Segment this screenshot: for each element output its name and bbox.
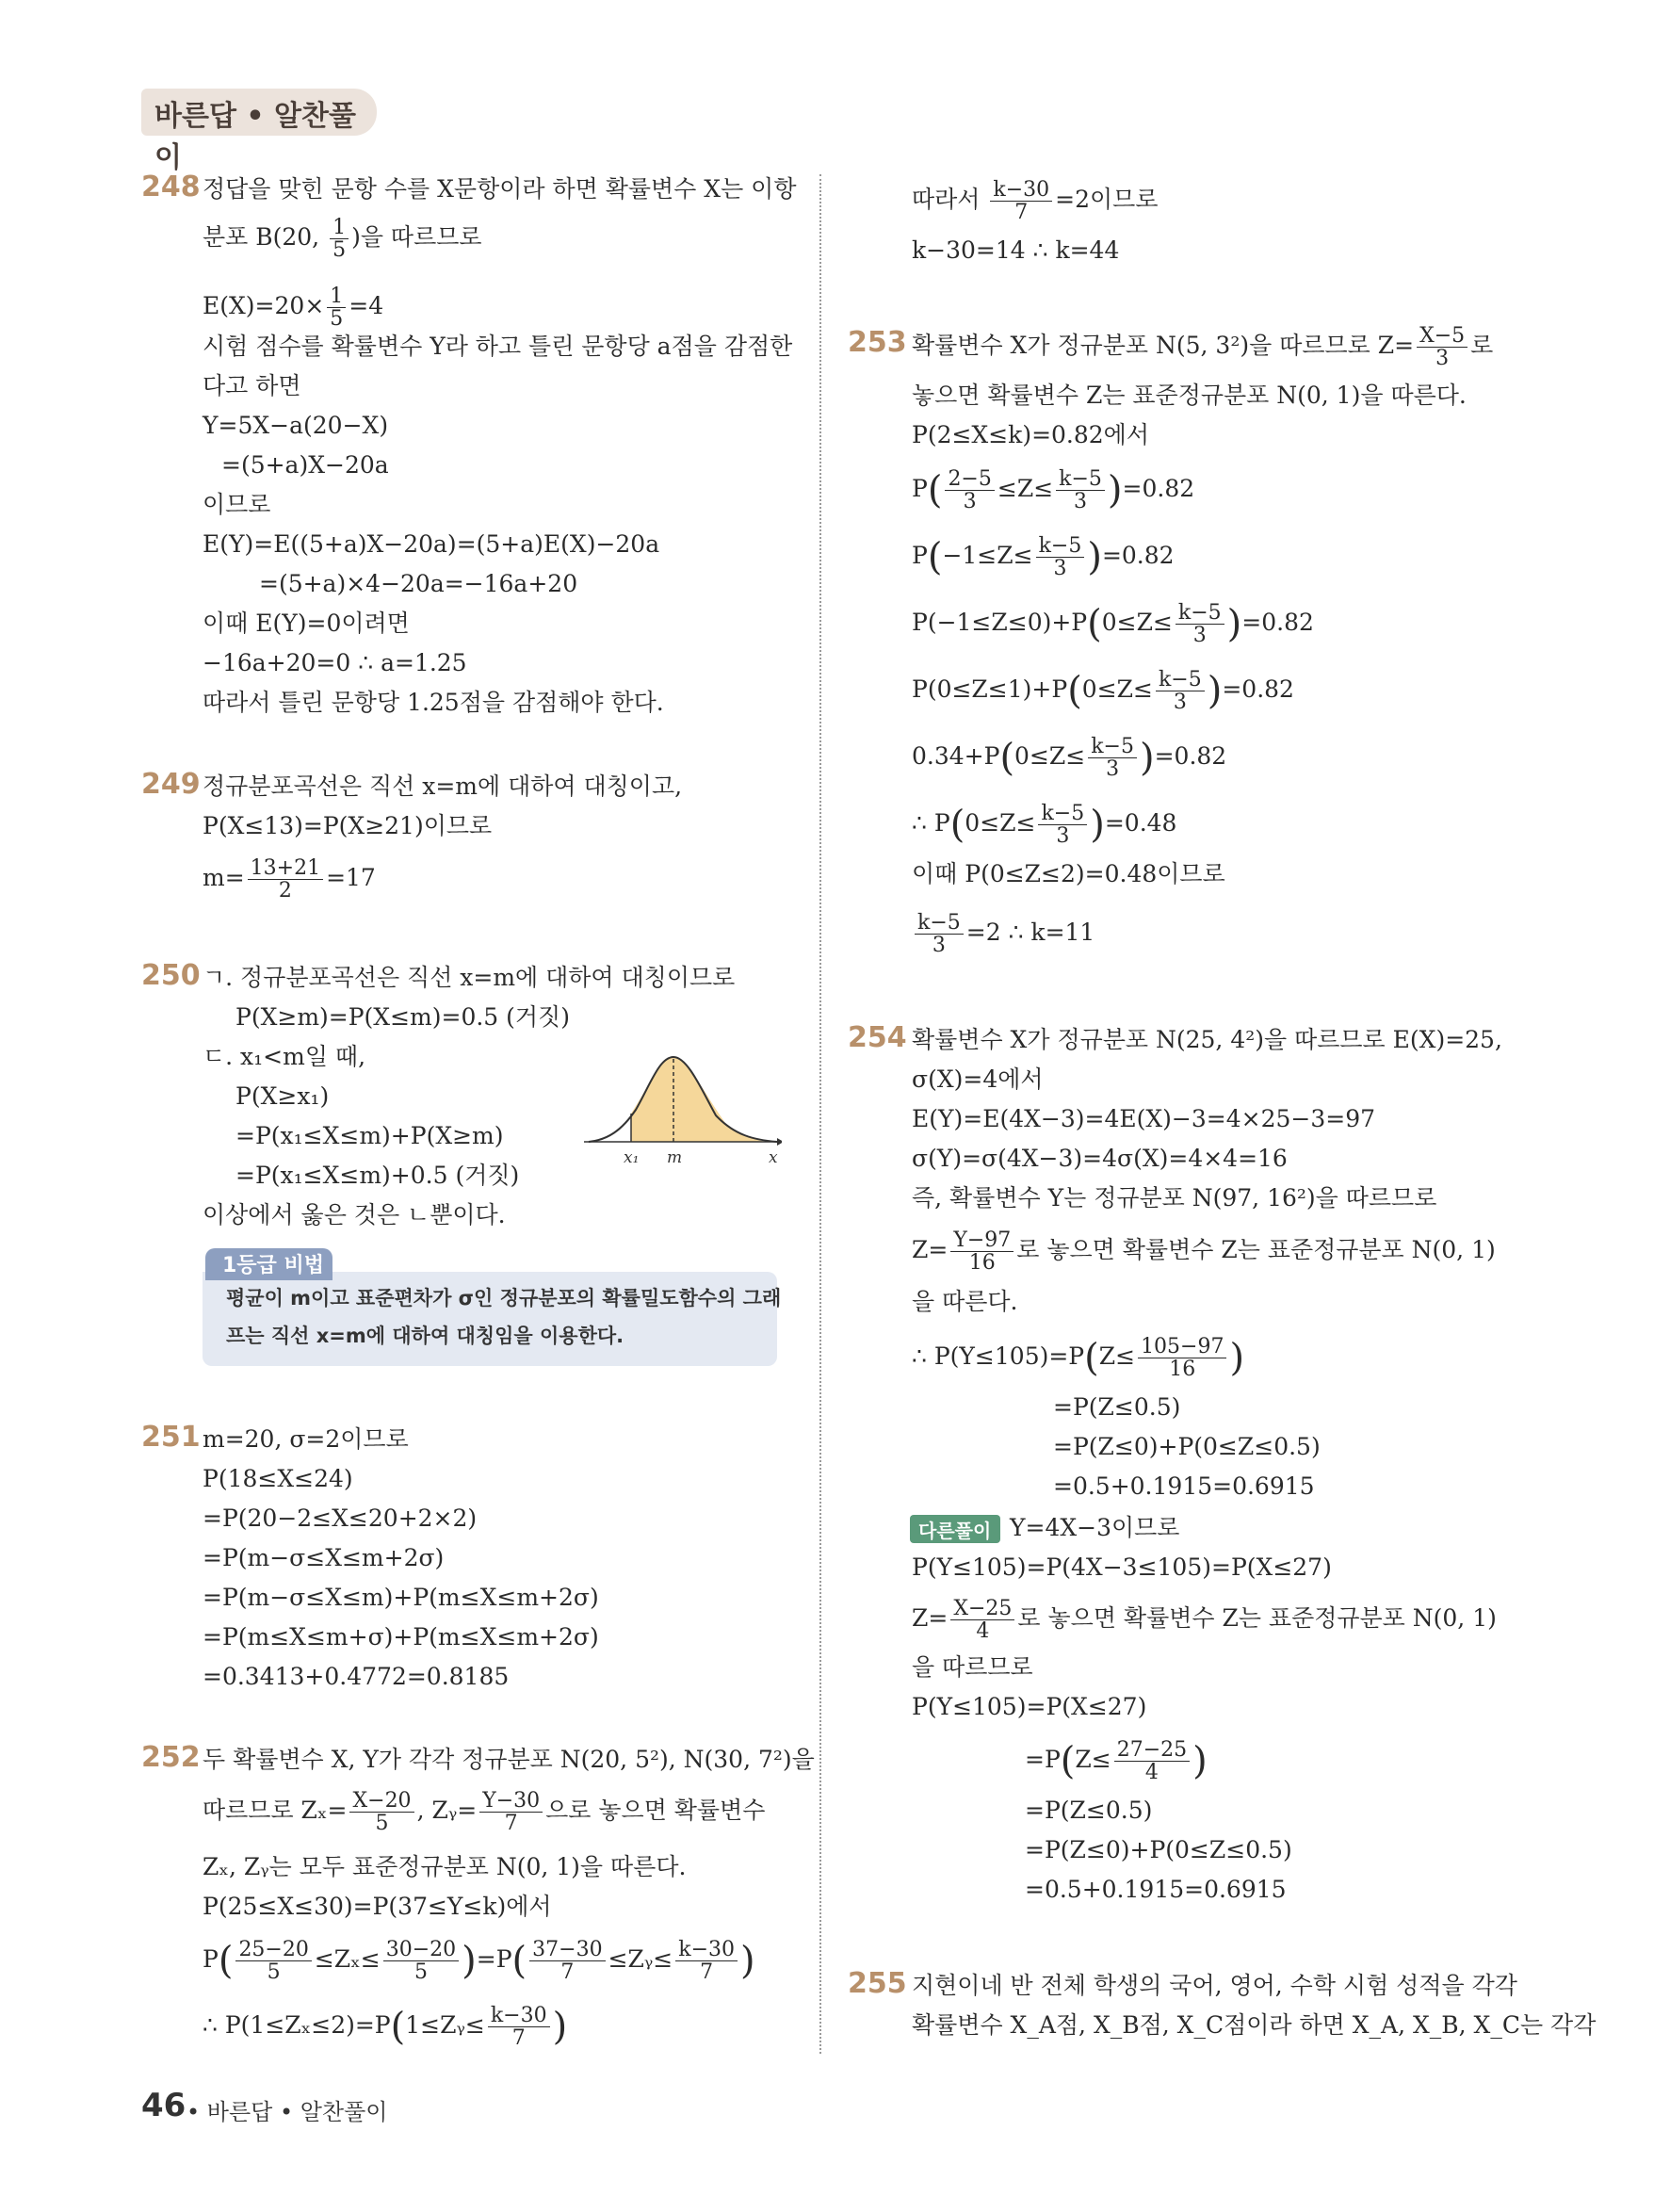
p249-line: P(X≤13)=P(X≥21)이므로 <box>203 812 493 839</box>
problem-number-252: 252 <box>141 1741 201 1774</box>
problem-number-251: 251 <box>141 1421 201 1454</box>
p254-alt-line: =0.5+0.1915=0.6915 <box>1025 1876 1287 1903</box>
p253-line: 확률변수 X가 정규분포 N(5, 3²)을 따르므로 Z= $\frac{X-5}{3}$ 로 <box>912 324 1494 371</box>
p251-line: P(18≤X≤24) <box>203 1465 353 1492</box>
p254-alt-line: =P(Z≤0.5) <box>1025 1797 1153 1824</box>
tip-line: 프는 직선 x=m에 대하여 대칭임을 이용한다. <box>226 1325 624 1347</box>
p252-line: Zₓ, Zᵧ는 모두 표준정규분포 N(0, 1)을 따른다. <box>203 1853 687 1880</box>
p248-line: −16a+20=0 ∴ a=1.25 <box>203 649 467 676</box>
p253-line: 0.34+P(0≤Z≤ $\frac{k-5}{3}$ )=0.82 <box>912 735 1227 782</box>
tip-tab-label: 1등급 비법 <box>222 1254 324 1277</box>
alt-solution-badge-label: 다른풀이 <box>918 1520 992 1542</box>
p254-line: E(Y)=E(4X−3)=4E(X)−3=4×25−3=97 <box>912 1105 1376 1132</box>
p252-line: 두 확률변수 X, Y가 각각 정규분포 N(20, 5²), N(30, 7²)을 <box>203 1746 815 1773</box>
p248-line: E(X)=20× $\frac{1}{5}$ =4 <box>203 285 384 332</box>
graph-label-x1: x₁ <box>624 1148 640 1167</box>
p251-line: =P(m−σ≤X≤m+2σ) <box>203 1544 445 1571</box>
p254-line: Z= $\frac{Y-97}{16}$ 로 놓으면 확률변수 Z는 표준정규분포 N(0, 1) <box>912 1228 1496 1276</box>
p254-line: ∴ P(Y≤105)=P(Z≤ $\frac{105-97}{16}$ ) <box>912 1335 1245 1382</box>
tip-tab <box>205 1248 332 1280</box>
p254-line: σ(X)=4에서 <box>912 1065 1044 1093</box>
p254-alt-line: Z= $\frac{X-25}{4}$ 로 놓으면 확률변수 Z는 표준정규분포 N(0, 1) <box>912 1597 1497 1644</box>
p248-line: Y=5X−a(20−X) <box>203 412 389 439</box>
p250-line: P(X≥m)=P(X≤m)=0.5 (거짓) <box>235 1003 570 1031</box>
p250-line: ㄷ. x₁<m일 때, <box>203 1043 366 1070</box>
p253-line: P(2≤X≤k)=0.82에서 <box>912 421 1149 448</box>
graph-label-x: x <box>769 1148 778 1167</box>
p254-line: =P(Z≤0.5) <box>1053 1393 1181 1421</box>
p253-line: P(−1≤Z≤ $\frac{k-5}{3}$ )=0.82 <box>912 534 1175 581</box>
p254-alt-line: =P(Z≤ $\frac{27-25}{4}$ ) <box>1025 1738 1208 1785</box>
p254-alt-line: P(Y≤105)=P(4X−3≤105)=P(X≤27) <box>912 1553 1332 1581</box>
p252-line: P(25≤X≤30)=P(37≤Y≤k)에서 <box>203 1893 552 1920</box>
p254-line: =0.5+0.1915=0.6915 <box>1053 1472 1315 1500</box>
p253-line: $\frac{k-5}{3}$ =2 ∴ k=11 <box>912 912 1095 956</box>
tip-line: 평균이 m이고 표준편차가 σ인 정규분포의 확률밀도함수의 그래 <box>226 1287 782 1309</box>
p253-line: P( $\frac{2-5}{3}$ ≤Z≤ $\frac{k-5}{3}$ )=0.82 <box>912 467 1195 514</box>
p251-line: =P(m−σ≤X≤m)+P(m≤X≤m+2σ) <box>203 1584 599 1611</box>
p250-line: =P(x₁≤X≤m)+0.5 (거짓) <box>235 1162 520 1189</box>
problem-number-253: 253 <box>848 326 907 359</box>
page-header <box>141 89 377 174</box>
p248-line: 다고 하면 <box>203 372 301 399</box>
column-divider <box>819 174 821 2054</box>
p250-line: P(X≥x₁) <box>235 1082 330 1110</box>
p252-cont-line: 따라서 $\frac{k-30}{7}$ =2이므로 <box>912 178 1159 225</box>
p254-alt-line: Y=4X−3이므로 <box>1010 1514 1180 1541</box>
p248-line: 이므로 <box>203 491 271 518</box>
p249-line: m= $\frac{13+21}{2}$ =17 <box>203 856 376 903</box>
p254-line: σ(Y)=σ(4X−3)=4σ(X)=4×4=16 <box>912 1145 1288 1172</box>
p254-alt-line: 을 따르므로 <box>912 1653 1033 1681</box>
p252-line: ∴ P(1≤Zₓ≤2)=P(1≤Zᵧ≤ $\frac{k-30}{7}$ ) <box>203 2004 568 2051</box>
p253-line: ∴ P(0≤Z≤ $\frac{k-5}{3}$ )=0.48 <box>912 802 1177 849</box>
p251-line: =P(20−2≤X≤20+2×2) <box>203 1504 478 1532</box>
graph-label-m: m <box>667 1148 683 1167</box>
x-axis-arrow <box>777 1138 782 1146</box>
p252-line: P( $\frac{25-20}{5}$ ≤Zₓ≤ $\frac{30-20}{5}$ )=P( $\frac{37-30}{7}$ ≤Zᵧ≤ $\frac{k-30}{7}$ ) <box>203 1938 755 1985</box>
p250-line: ㄱ. 정규분포곡선은 직선 x=m에 대하여 대칭이므로 <box>203 964 736 991</box>
p248-line: 따라서 틀린 문항당 1.25점을 감점해야 한다. <box>203 689 664 716</box>
shaded-region <box>631 1057 768 1142</box>
p252-cont-line: k−30=14 ∴ k=44 <box>912 236 1120 264</box>
problem-number-249: 249 <box>141 768 201 801</box>
p255-line: 확률변수 X_A점, X_B점, X_C점이라 하면 X_A, X_B, X_C는 각각 <box>912 2011 1597 2039</box>
p252-line: 따르므로 Zₓ= $\frac{X-20}{5}$ , Zᵧ= $\frac{Y-30}{7}$ 으로 놓으면 확률변수 <box>203 1789 766 1836</box>
problem-number-248: 248 <box>141 171 201 203</box>
page-number: 46 <box>141 2087 186 2124</box>
p250-line: =P(x₁≤X≤m)+P(X≥m) <box>235 1122 504 1149</box>
p254-line: =P(Z≤0)+P(0≤Z≤0.5) <box>1053 1433 1321 1460</box>
p248-line: =(5+a)×4−20a=−16a+20 <box>259 570 578 597</box>
problem-number-250: 250 <box>141 959 201 992</box>
p254-line: 확률변수 X가 정규분포 N(25, 4²)을 따르므로 E(X)=25, <box>912 1026 1502 1053</box>
p248-line: 정답을 맞힌 문항 수를 X문항이라 하면 확률변수 X는 이항 <box>203 175 797 203</box>
footer-title: • 바른답 • 알찬풀이 <box>186 2099 388 2125</box>
alt-solution-badge <box>910 1515 1000 1543</box>
p250-line: 이상에서 옳은 것은 ㄴ뿐이다. <box>203 1201 506 1228</box>
p249-line: 정규분포곡선은 직선 x=m에 대하여 대칭이고, <box>203 773 683 800</box>
p254-alt-line: P(Y≤105)=P(X≤27) <box>912 1693 1147 1720</box>
p253-line: P(0≤Z≤1)+P(0≤Z≤ $\frac{k-5}{3}$ )=0.82 <box>912 668 1294 715</box>
p248-line: E(Y)=E((5+a)X−20a)=(5+a)E(X)−20a <box>203 530 660 558</box>
p254-line: 을 따른다. <box>912 1288 1018 1315</box>
p254-line: 즉, 확률변수 Y는 정규분포 N(97, 16²)을 따르므로 <box>912 1184 1437 1212</box>
normal-distribution-graph <box>584 1048 782 1179</box>
p255-line: 지현이네 반 전체 학생의 국어, 영어, 수학 시험 성적을 각각 <box>912 1972 1517 1999</box>
p251-line: m=20, σ=2이므로 <box>203 1425 409 1453</box>
p251-line: =P(m≤X≤m+σ)+P(m≤X≤m+2σ) <box>203 1623 599 1651</box>
p248-line: 분포 B(20, $\frac{1}{5}$ )을 따르므로 <box>203 216 482 263</box>
page-header-title: 바른답 • 알찬풀이 <box>154 100 356 174</box>
problem-number-254: 254 <box>848 1021 907 1054</box>
p253-line: 놓으면 확률변수 Z는 표준정규분포 N(0, 1)을 따른다. <box>912 382 1467 409</box>
p254-alt-line: =P(Z≤0)+P(0≤Z≤0.5) <box>1025 1836 1292 1863</box>
problem-number-255: 255 <box>848 1967 907 2000</box>
p253-line: 이때 P(0≤Z≤2)=0.48이므로 <box>912 860 1225 887</box>
p248-line: 시험 점수를 확률변수 Y라 하고 틀린 문항당 a점을 감점한 <box>203 333 793 360</box>
p253-line: P(−1≤Z≤0)+P(0≤Z≤ $\frac{k-5}{3}$ )=0.82 <box>912 601 1314 648</box>
p248-line: 이때 E(Y)=0이려면 <box>203 610 410 637</box>
p251-line: =0.3413+0.4772=0.8185 <box>203 1663 510 1690</box>
p248-line: =(5+a)X−20a <box>221 451 389 479</box>
